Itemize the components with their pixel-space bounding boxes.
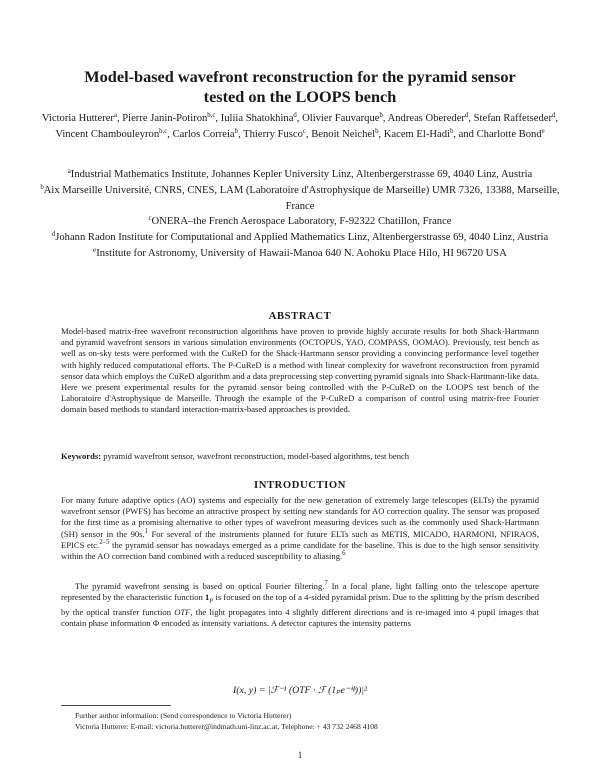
affiliation-text: Johann Radon Institute for Computational and Applied Mathematics Linz, Altenbergerstrasse 69, 4040 Linz, Austria (55, 232, 549, 244)
author-affil-mark: b (449, 127, 454, 135)
intensity-equation: I(x, y) = |ℱ⁻¹ (OTF · ℱ (1ₚe⁻ⁱᶲ))|² (233, 685, 367, 696)
author-affil-mark: d (293, 112, 297, 119)
author-name: Charlotte Bond (476, 128, 542, 140)
author-separator: , (382, 113, 388, 124)
affiliation-mark: b (40, 183, 44, 191)
intro-p1-text-2: For several of the instruments planned for future ELTs such as METIS, MICADO, HARMONI, NFIRAOS, EPICS etc. (61, 528, 539, 550)
author-name: Iuliia Shatokhina (220, 113, 294, 124)
author-separator: , (378, 128, 384, 140)
author-name: Vincent Chambouleyron (55, 128, 160, 140)
footnote-rule (61, 705, 171, 706)
author-separator: , (215, 113, 221, 124)
author-affil-mark: b,c (159, 127, 168, 135)
author-separator: , (167, 128, 173, 140)
author-name: Pierre Janin-Potiron (122, 113, 208, 124)
intro-p1-text-3: the pyramid sensor has nowadays emerged as a prime candidate for the baseline. This is due to the high sensor sensitivity within the AO correction band combined with a reduced susceptibility to aliasing. (61, 539, 540, 562)
intro-p2-text-4: , the light propagates into 4 slightly different directions and is re-imaged into 4 pupil images that contain phase information Φ encoded as intensity variations. A detector captures the intensity patterns (61, 607, 539, 629)
affiliation-text: ONERA–the French Aerospace Laboratory, F-92322 Chatillon, France (151, 216, 452, 228)
author-separator: , (296, 113, 303, 124)
author-affil-mark: d (464, 112, 469, 119)
author-name: Olivier Fauvarque (302, 113, 380, 124)
affiliation-item (40, 214, 560, 230)
affiliation-mark: c (148, 215, 152, 223)
affiliation-item (40, 230, 560, 246)
author-affil-mark: b (375, 127, 379, 135)
affiliation-item (40, 183, 560, 215)
author-affil-mark: b,c (207, 112, 216, 119)
author-separator: , (468, 113, 474, 124)
author-name: Andreas Obereder (387, 113, 465, 124)
affiliation-item (40, 246, 560, 262)
affiliation-text: Aix Marseille Université, CNRS, CNES, LAM (Laboratoire d'Astrophysique de Marseille) UMR 7326, 13388, Marseille, France (43, 184, 560, 212)
title-line-1: Model-based wavefront reconstruction for the pyramid sensor (84, 67, 516, 86)
intro-p2-text-1: The pyramid wavefront sensing is based on optical Fourier filtering. (75, 581, 325, 591)
affiliation-mark: a (67, 168, 71, 175)
intro-p1-text-1: For many future adaptive optics (AO) systems and especially for the new generation of extremely large telescopes (ELTs) the pyramid wavefront sensor (PWFS) has become an attractive prospect by setting new standards for AO correction quality. The sensor was proposed for the first time as a promising alternative to other types of wavefront measuring devices such as the commonly used Shack-Hartmann (SH) sensor in the 90s. (61, 495, 539, 539)
author-name: Kacem El-Hadi (383, 128, 450, 140)
otf-symbol: OTF (174, 607, 191, 618)
keywords-label: Keywords: (61, 451, 102, 461)
affiliation-item (40, 167, 560, 183)
keywords-text: pyramid wavefront sensor, wavefront reconstruction, model-based algorithms, test bench (103, 451, 410, 461)
paper-title (40, 67, 560, 107)
intro-paragraph-1 (61, 495, 539, 562)
author-affil-mark: a (113, 112, 117, 119)
citation-6: 6 (342, 550, 346, 558)
affiliation-mark: e (93, 246, 97, 254)
affiliation-text: Institute for Astronomy, University of Hawaii-Manoa 640 N. Aohoku Place Hilo, HI 96720 USA (96, 247, 507, 259)
author-name: Carlos Correia (172, 128, 235, 140)
introduction-heading: INTRODUCTION (254, 480, 346, 491)
affiliation-text: Industrial Mathematics Institute, Johannes Kepler University Linz, Altenbergerstrasse 69, 4040 Linz, Austria (70, 169, 533, 180)
intro-p2-text-3: is focused on the top of a 4-sided pyramidal prism. Due to the splitting by the prism described by the optical transfer function (61, 592, 539, 618)
affiliation-mark: d (51, 231, 56, 239)
title-line-2: tested on the LOOPS bench (203, 87, 397, 106)
page-number: 1 (297, 750, 303, 760)
intro-paragraph-2 (61, 581, 539, 630)
char-function-subscript: P (209, 597, 214, 605)
author-name: Stefan Raffetseder (473, 113, 552, 124)
author-name: Benoit Neichel (311, 128, 376, 140)
author-affil-mark: c (302, 127, 306, 135)
author-separator: , and (453, 128, 477, 140)
author-name: Thierry Fusco (243, 128, 303, 140)
author-list (40, 111, 560, 143)
author-affil-mark: b (234, 127, 239, 135)
abstract-heading: ABSTRACT (268, 311, 332, 322)
citation-7: 7 (324, 580, 328, 587)
intro-p2-text-2: In a focal plane, light falling onto the telescope aperture represented by the characteristic function (61, 581, 539, 603)
citation-2-5: 2–5 (99, 538, 110, 546)
author-affil-mark: b (379, 112, 383, 119)
keywords-line (61, 451, 539, 462)
author-affil-mark: e (541, 127, 545, 135)
affiliation-list (40, 167, 560, 262)
abstract-text: Model-based matrix-free wavefront reconstruction algorithms have proven to provide highly accurate results for both Shack-Hartmann and pyramid wavefront sensors in various simulation environments (OCTOPUS, YAO, COMPASS, OOMAO). Previously, test bench as well as on-sky tests were performed with the CuReD for the Shack-Hartmann sensor providing a convincing performance level together with highly reduced computational efforts. The P-CuReD is a method with linear complexity for wavefront reconstruction from pyramid sensor data which employs the CuReD algorithm and a data preprocessing step converting pyramid signals into Shack-Hartmann-like data. Here we present experimental results for the pyramid sensor being controlled with the P-CuReD on the LOOPS test bench of the Laboratoire d'Astrophysique de Marseille. Through the example of the P-CuReD a comparison of control using matrix-free Fourier domain based methods to standard interaction-matrix-based approaches is provided. (61, 326, 539, 415)
citation-1: 1 (144, 527, 149, 535)
author-separator: , (305, 128, 312, 140)
char-function-symbol: 1 (205, 592, 210, 603)
author-separator: , (555, 113, 559, 124)
author-separator: , (116, 113, 123, 124)
author-name: Victoria Hutterer (41, 113, 114, 124)
author-affil-mark: d (552, 112, 556, 119)
author-separator: , (238, 128, 244, 140)
footnote-contact: Victoria Hutterer: E-mail: victoria.hutterer@indmath.uni-linz.ac.at, Telephone: + 43 732 2468 4108 (75, 722, 378, 731)
footnote-author-info: Further author information: (Send correspondence to Victoria Hutterer) (75, 711, 292, 720)
